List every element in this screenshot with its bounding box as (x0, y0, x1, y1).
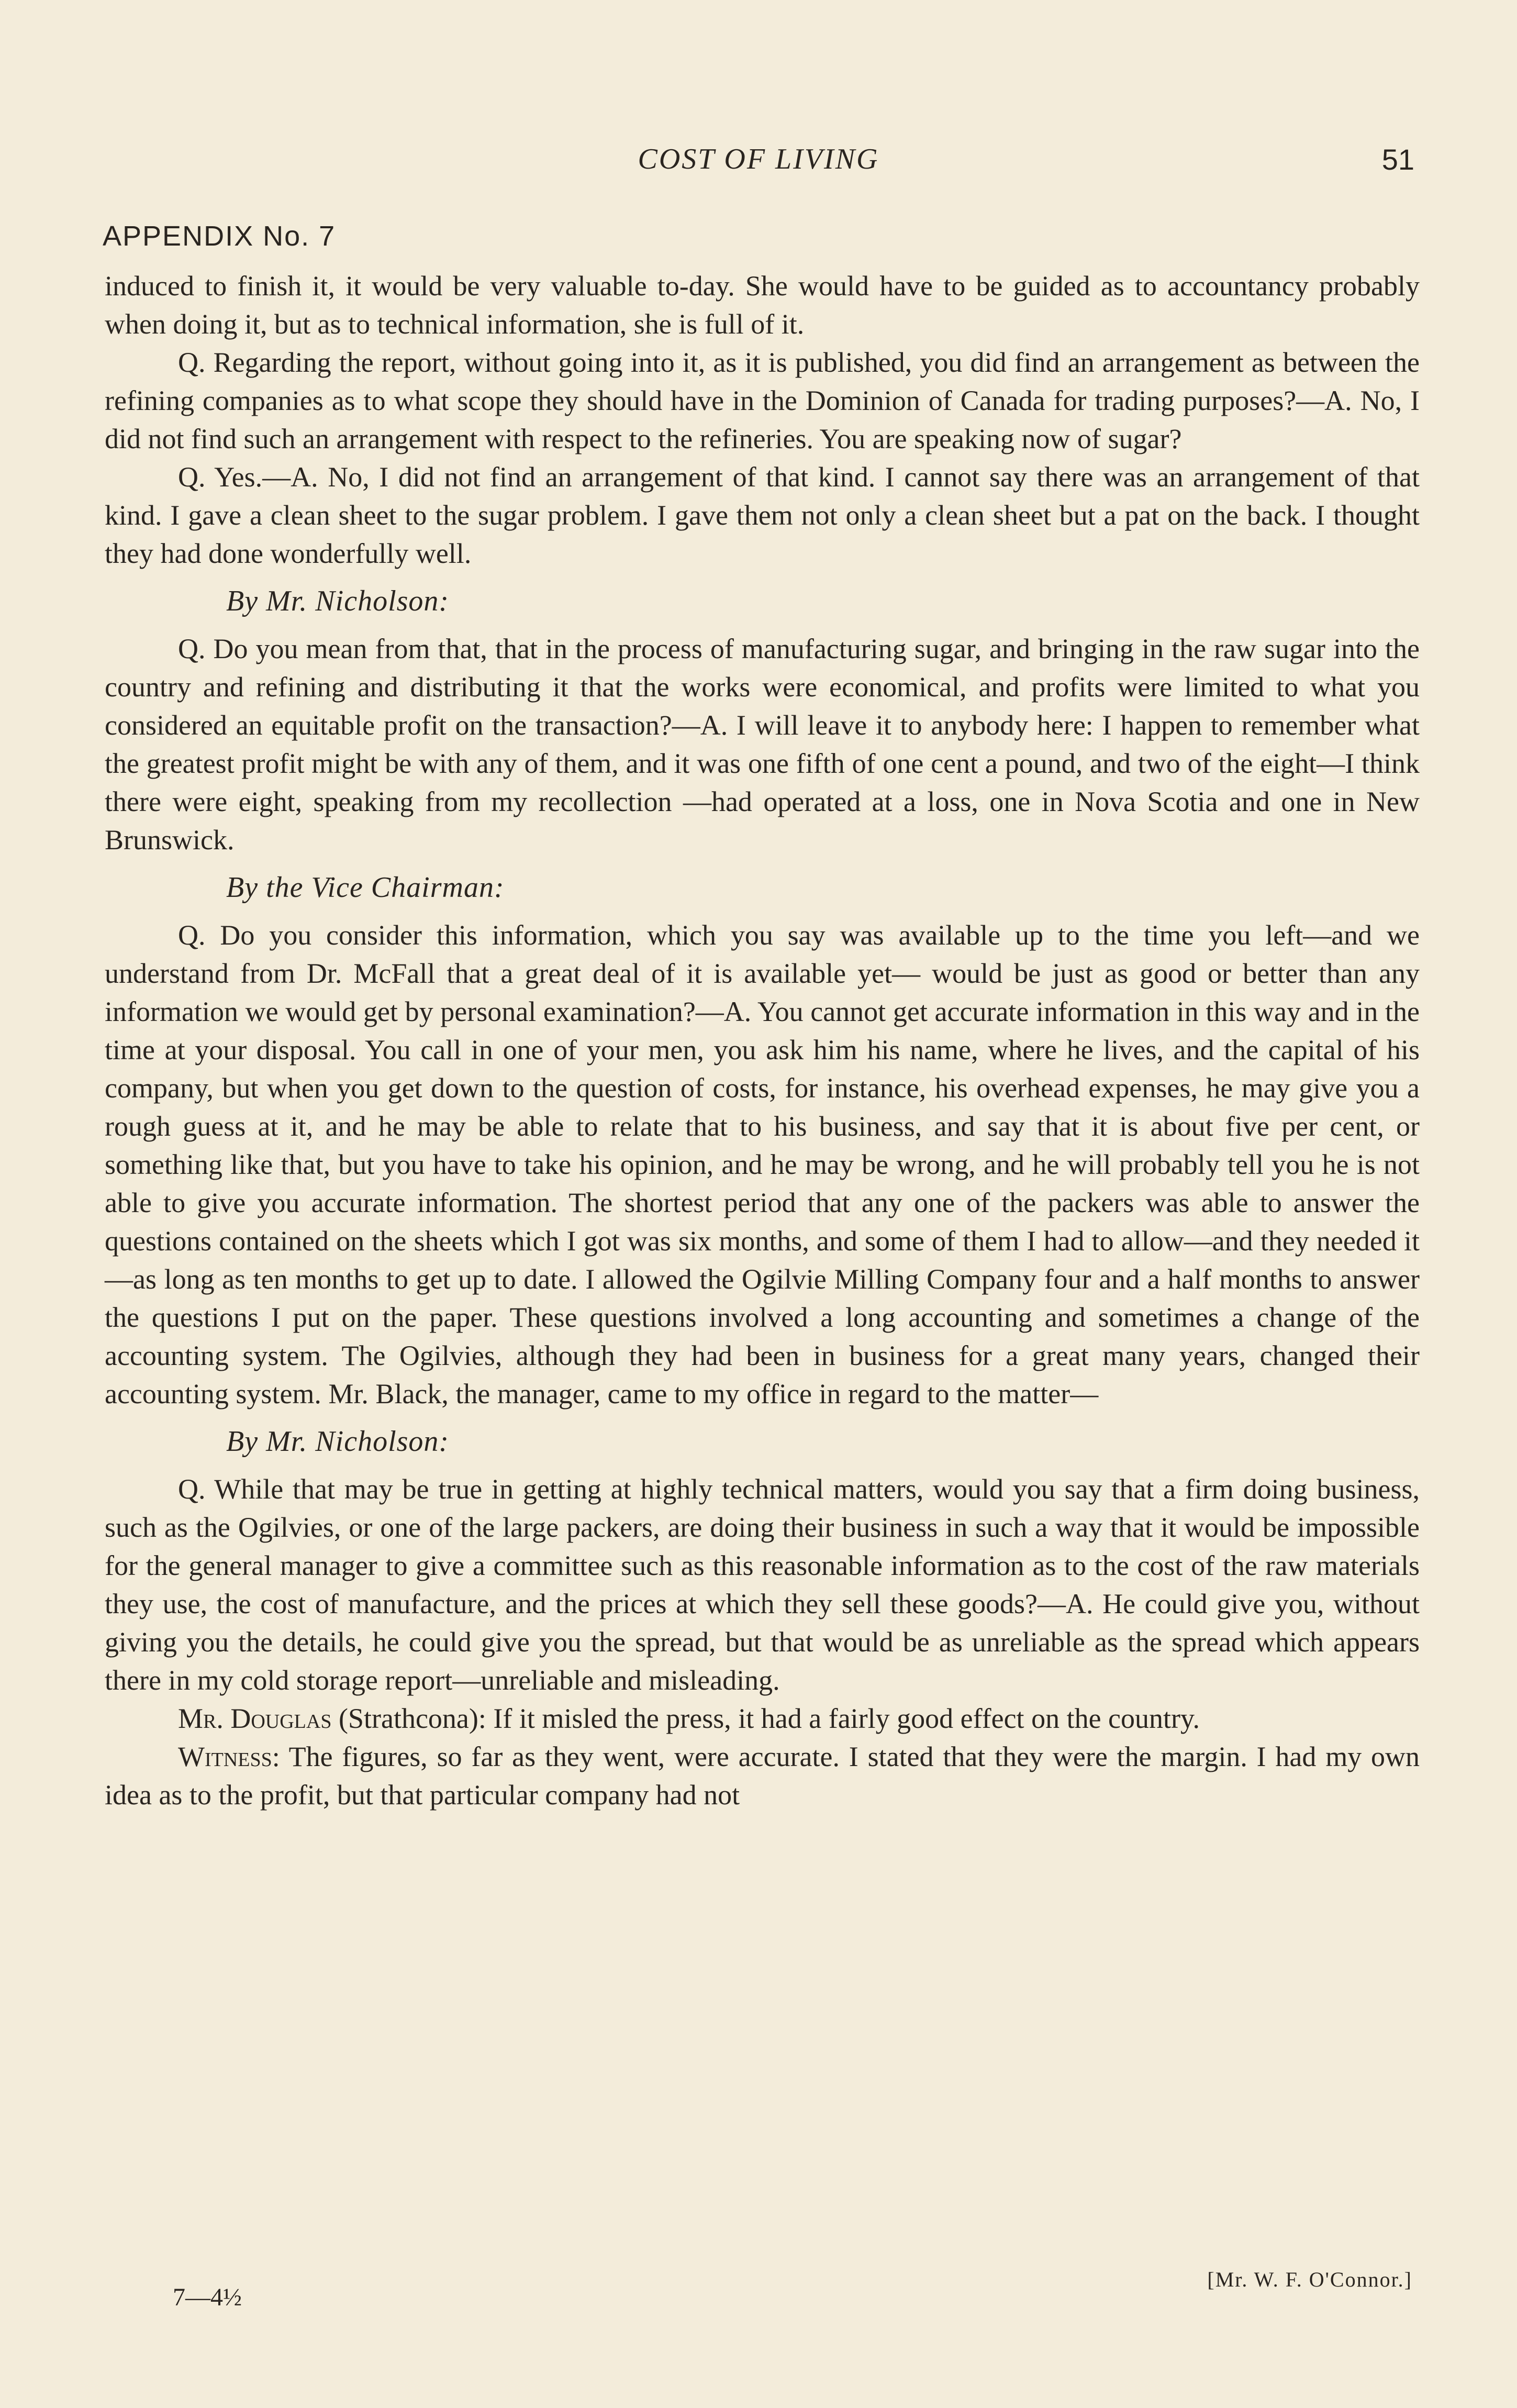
speaker-heading-nicholson: By Mr. Nicholson: (226, 585, 450, 617)
signature-mark: 7—4½ (173, 2283, 242, 2311)
paragraph-3: Q. Yes.—A. No, I did not find an arrangement of that kind. I cannot say there was an arrangement of that kind. I gave a clean sheet to the sugar problem. I gave them not only a clean sheet but a pat on the back. I thought they had done wonderfully well. (105, 461, 1420, 569)
paragraph-7 (105, 1700, 1420, 1738)
paragraph-5: Q. Do you consider this information, which you say was available up to the time you left—and we understand from Dr. McFall that a great deal of it is available yet— would be just as good or better than any information we would get by personal examination?—A. You cannot get accurate information in this way and in the time at your disposal. You call in one of your men, you ask him his name, where he lives, and the capital of his company, but when you get down to the question of costs, for instance, his overhead expenses, he may give you a rough guess at it, and he may be able to relate that to his business, and say that it is about five per cent, or something like that, but you have to take his opinion, and he may be wrong, and he will probably tell you he is not able to give you accurate information. The shortest period that any one of the packers was able to answer the questions contained on the sheets which I got was six months, and some of them I had to allow—and they needed it—as long as ten months to get up to date. I allowed the Ogilvie Milling Company four and a half months to answer the questions I put on the paper. These questions involved a long accounting and sometimes a change of the accounting system. The Ogilvies, although they had been in business for a great many years, changed their accounting system. Mr. Black, the manager, came to my office in regard to the matter— (105, 919, 1420, 1410)
appendix-label: APPENDIX No. 7 (103, 220, 336, 252)
paragraph-4: Q. Do you mean from that, that in the process of manufacturing sugar, and bringing in the raw sugar into the country and refining and distributing it that the works were economical, and profits were limited to what you considered an equitable profit on the transaction?—A. I will leave it to anybody here: I happen to remember what the greatest profit might be with any of them, and it was one fifth of one cent a pound, and two of the eight—I think there were eight, speaking from my recollection —had operated at a loss, one in Nova Scotia and one in New Brunswick. (105, 633, 1420, 856)
page-number: 51 (1381, 143, 1414, 176)
paragraph-8 (105, 1738, 1420, 1814)
witness-signature-line: [Mr. W. F. O'Connor.] (1207, 2268, 1412, 2291)
paragraph-1: induced to finish it, it would be very valuable to-day. She would have to be guided as to accountancy probably when doing it, but as to technical information, she is full of it. (105, 270, 1420, 340)
running-header-title: COST OF LIVING (638, 143, 879, 175)
paragraph-6: Q. While that may be true in getting at highly technical matters, would you say that a firm doing business, such as the Ogilvies, or one of the large packers, are doing their business in such a way that it would be impossible for the general manager to give a committee such as this reasonable information as to the cost of the raw materials they use, the cost of manufacture, and the prices at which they sell these goods?—A. He could give you, without giving you the details, he could give you the spread, but that would be as unreliable as the spread which appears there in my cold storage report—unreliable and misleading. (105, 1473, 1420, 1696)
paragraph-2: Q. Regarding the report, without going into it, as it is published, you did find an arrangement as between the refining companies as to what scope they should have in the Dominion of Canada for trading purposes?—A. No, I did not find such an arrangement with respect to the refineries. You are speaking now of sugar? (105, 347, 1420, 454)
paragraph-8-text: : The figures, so far as they went, were accurate. I stated that they were the margin. I had my own idea as to the profit, but that particular company had not (105, 1741, 1420, 1811)
speaker-heading-vice-chairman: By the Vice Chairman: (226, 871, 505, 904)
speaker-name-douglas: Mr. Douglas (178, 1703, 332, 1734)
page-body (105, 267, 1420, 1814)
speaker-heading-nicholson-2: By Mr. Nicholson: (226, 1425, 450, 1458)
speaker-name-witness: Witness (178, 1741, 272, 1772)
paragraph-7-text: (Strathcona): If it misled the press, it had a fairly good effect on the country. (331, 1703, 1200, 1734)
